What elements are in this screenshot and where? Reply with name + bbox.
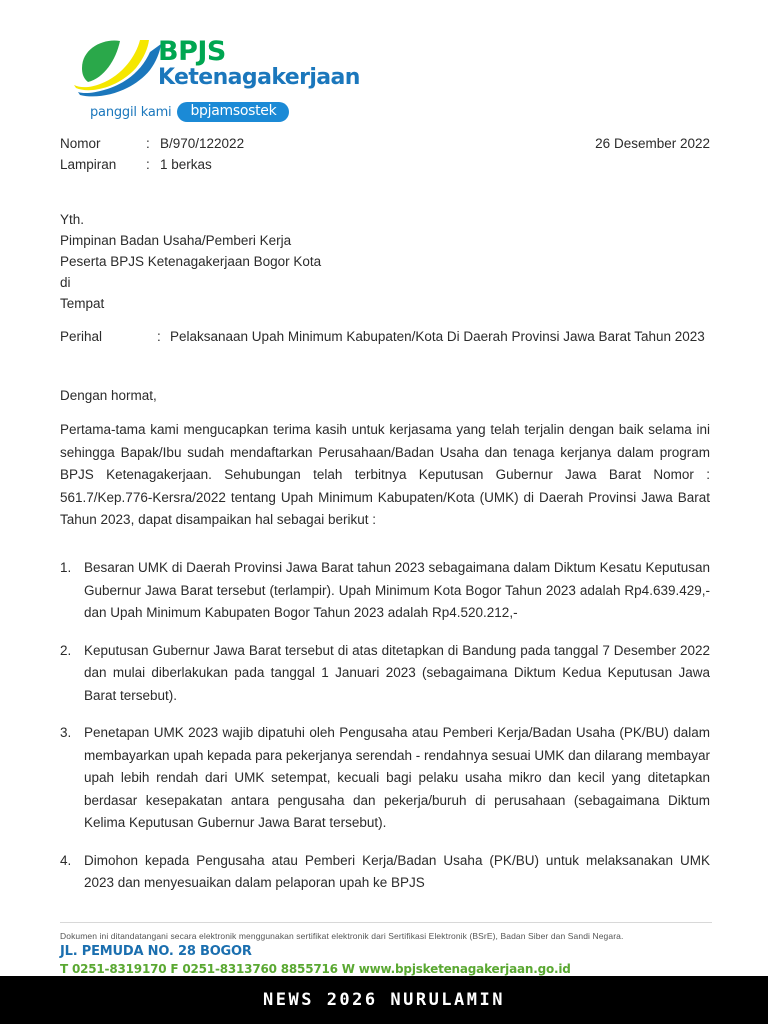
lampiran-colon: :: [146, 157, 150, 172]
body-opening-paragraph: Pertama-tama kami mengucapkan terima kasih untuk kerjasama yang telah terjalin dengan baik selama ini sehingga Bapak/Ibu sudah mendaftarkan Perusahaan/Badan Usaha dan tenaga kerjanya dalam program BPJS Ketenagakerjaan. Sehubungan telah terbitnya Keputusan Gubernur Jawa Barat Nomor : 561.7/Kep.776-Kersra/2022 tentang Upah Minimum Kabupaten/Kota (UMK) di Daerah Provinsi Jawa Barat Tahun 2023, dapat disampaikan hal sebagai berikut :: [60, 422, 710, 527]
logo-wordmark: [158, 38, 360, 90]
letter-date: 26 Desember 2022: [595, 136, 710, 151]
bottom-banner: [0, 976, 768, 1024]
footer-esign-note: Dokumen ini ditandatangani secara elektronik menggunakan sertifikat elektronik dari Sertifikasi Elektronik (BSrE), Badan Siber dan Sandi Negara.: [60, 931, 624, 941]
list-item-number: 4.: [60, 852, 72, 868]
logo-title-secondary: Ketenagakerjaan: [158, 65, 360, 90]
list-item-number: 3.: [60, 725, 72, 740]
list-item: [60, 722, 710, 835]
addressee-line-2: Pimpinan Badan Usaha/Pemberi Kerja: [60, 233, 292, 248]
logo-tagline-prefix: panggil kami: [90, 104, 172, 120]
list-item-text: Besaran UMK di Daerah Provinsi Jawa Barat tahun 2023 sebagaimana dalam Diktum Kesatu Keputusan Gubernur Jawa Barat tersebut (terlampir). Upah Minimum Kota Bogor Tahun 2023 adalah Rp4.639.429,- dan Upah Minimum Kabupaten Bogor Tahun 2023 adalah Rp4.520.212,-: [84, 560, 710, 620]
addressee-line-3: Peserta BPJS Ketenagakerjaan Bogor Kota: [60, 254, 322, 269]
logo-tagline-pill: bpjamsostek: [177, 102, 289, 122]
letter-meta: [60, 133, 710, 175]
salutation: Dengan hormat,: [60, 388, 157, 403]
addressee-line-5: Tempat: [60, 296, 105, 311]
footer-divider: [60, 922, 712, 923]
meta-row-lampiran: [60, 154, 710, 175]
nomor-label: Nomor: [60, 136, 101, 151]
addressee-line-4: di: [60, 275, 71, 290]
body-numbered-list: [60, 557, 710, 910]
perihal-colon: :: [157, 329, 161, 344]
perihal-block: [60, 326, 712, 347]
lampiran-label: Lampiran: [60, 157, 117, 172]
logo-title-primary: BPJS: [158, 36, 226, 67]
addressee-line-1: Yth.: [60, 212, 85, 227]
lampiran-value: 1 berkas: [160, 157, 212, 172]
nomor-value: B/970/122022: [160, 136, 245, 151]
addressee-block: [60, 209, 321, 314]
list-item: [60, 640, 710, 708]
bpjs-leaf-logo-icon: [70, 38, 162, 100]
nomor-colon: :: [146, 136, 150, 151]
footer-contact: T 0251-8319170 F 0251-8313760 8855716 W www.bpjsketenagakerjaan.go.id: [60, 962, 571, 976]
list-item-text: Penetapan UMK 2023 wajib dipatuhi oleh Pengusaha atau Pemberi Kerja/Badan Usaha (PK/BU) dalam membayarkan upah kepada para pekerjanya serendah - rendahnya sesuai UMK dan dilarang membayar upah lebih rendah dari UMK setempat, kecuali bagi pelaku usaha mikro dan kecil yang ditetapkan berdasar kesepakatan antara pengusaha dan pekerja/buruh di perusahaan (sebagaimana Diktum Kelima Keputusan Gubernur Jawa Barat tersebut).: [84, 725, 710, 830]
perihal-value: Pelaksanaan Upah Minimum Kabupaten/Kota Di Daerah Provinsi Jawa Barat Tahun 2023: [170, 329, 705, 344]
list-item-number: 1.: [60, 560, 72, 575]
list-item-text: Dimohon kepada Pengusaha atau Pemberi Kerja/Badan Usaha (PK/BU) untuk melaksanakan UMK 2023 dan menyesuaikan dalam pelaporan upah ke BPJS: [84, 852, 710, 890]
list-item-text: Keputusan Gubernur Jawa Barat tersebut di atas ditetapkan di Bandung pada tanggal 7 Desember 2022 dan mulai diberlakukan pada tanggal 1 Januari 2023 (sebagaimana Diktum Kedua Keputusan Jawa Barat tersebut).: [84, 642, 710, 703]
list-item-number: 2.: [60, 642, 72, 658]
list-item: [60, 850, 710, 895]
bottom-banner-text: NEWS 2026 NURULAMIN: [263, 990, 505, 1010]
list-item: [60, 557, 710, 625]
perihal-label: Perihal: [60, 329, 103, 344]
logo-tagline: [90, 102, 289, 122]
bpjs-logo: [70, 36, 390, 126]
footer-address: JL. PEMUDA NO. 28 BOGOR: [60, 944, 252, 959]
